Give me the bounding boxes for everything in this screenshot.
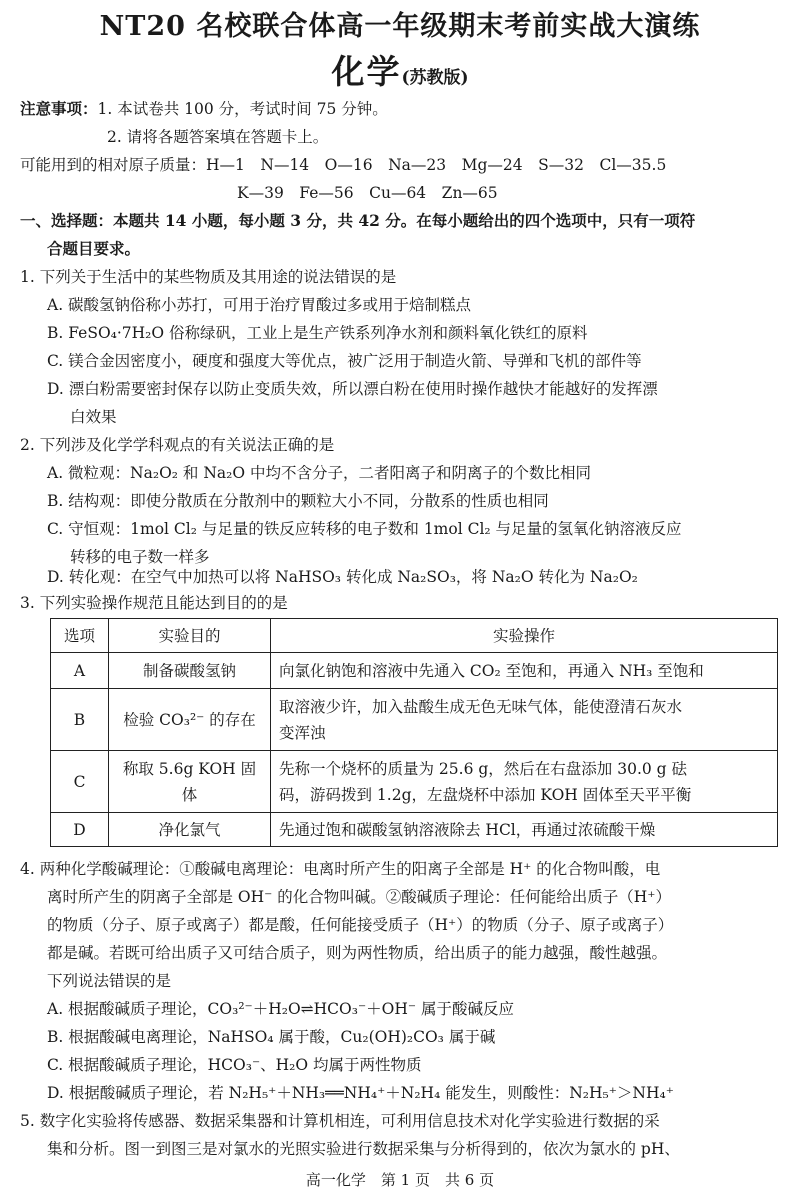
table-row [51, 751, 778, 813]
operation-line: 码，游码拨到 1.2g，左盘烧杯中添加 KOH 固体至天平平衡 [279, 785, 692, 804]
table-row [51, 813, 778, 847]
q2-option-a: A. 微粒观：Na₂O₂ 和 Na₂O 中均不含分子，二者阳离子和阴离子的个数比相同 [47, 464, 591, 482]
q4-option-c: C. 根据酸碱质子理论，HCO₃⁻、H₂O 均属于两性物质 [47, 1056, 422, 1074]
q5-stem-line-1: 5. 数字化实验将传感器、数据采集器和计算机相连，可利用信息技术对化学实验进行数据的采 [20, 1112, 660, 1130]
operation-line: 向氯化钠饱和溶液中先通入 CO₂ 至饱和，再通入 NH₃ 至饱和 [279, 661, 704, 680]
q4-stem-line-4: 都是碱。若既可给出质子又可结合质子，则为两性物质，给出质子的能力越强，酸性越强。 [47, 944, 668, 962]
table-cell-option: A [51, 653, 109, 689]
q2-option-c: C. 守恒观：1mol Cl₂ 与足量的铁反应转移的电子数和 1mol Cl₂ 与足量的氢氧化钠溶液反应 [47, 520, 682, 538]
q4-option-a: A. 根据酸碱质子理论，CO₃²⁻＋H₂O⇌HCO₃⁻＋OH⁻ 属于酸碱反应 [47, 1000, 514, 1018]
table-header-cell: 实验操作 [271, 619, 778, 653]
table-header-cell: 选项 [51, 619, 109, 653]
table-cell-option: D [51, 813, 109, 847]
table-cell-option: C [51, 751, 109, 813]
section-heading-line-2: 合题目要求。 [47, 239, 141, 258]
exam-title: NT20 名校联合体高一年级期末考前实战大演练 [99, 11, 701, 42]
operation-line: 先称一个烧杯的质量为 25.6 g，然后在右盘添加 30.0 g 砝 [279, 759, 688, 778]
table-cell-option: B [51, 689, 109, 751]
experiment-table [50, 618, 778, 847]
q4-option-d: D. 根据酸碱质子理论，若 N₂H₅⁺＋NH₃══NH₄⁺＋N₂H₄ 能发生，则酸性：N₂H₅⁺＞NH₄⁺ [47, 1084, 674, 1102]
operation-line: 先通过饱和碳酸氢钠溶液除去 HCl，再通过浓硫酸干燥 [279, 820, 656, 839]
table-row [51, 689, 778, 751]
subject-name: 化学 [331, 52, 402, 91]
q1-option-d-cont: 白效果 [70, 408, 117, 426]
page-footer: 高一化学 第 1 页 共 6 页 [305, 1171, 495, 1189]
table-cell-goal: 制备碳酸氢钠 [109, 653, 271, 689]
q4-stem-line-3: 的物质（分子、原子或离子）都是酸，任何能接受质子（H⁺）的物质（分子、原子或离子） [47, 916, 674, 934]
q4-stem-line-2: 离时所产生的阴离子全部是 OH⁻ 的化合物叫碱。②酸碱质子理论：任何能给出质子（H⁺） [47, 888, 671, 906]
table-cell-goal: 检验 CO₃²⁻ 的存在 [109, 689, 271, 751]
q2-stem: 2. 下列涉及化学学科观点的有关说法正确的是 [20, 436, 335, 454]
q3-stem: 3. 下列实验操作规范且能达到目的的是 [20, 594, 288, 612]
table-header-row [51, 619, 778, 653]
table-cell-operation [271, 653, 778, 689]
q4-stem-line-1: 4. 两种化学酸碱理论：①酸碱电离理论：电离时所产生的阳离子全部是 H⁺ 的化合物叫酸，电 [20, 860, 661, 878]
q1-option-c: C. 镁合金因密度小，硬度和强度大等优点，被广泛用于制造火箭、导弹和飞机的部件等 [47, 352, 642, 370]
q1-option-b: B. FeSO₄·7H₂O 俗称绿矾，工业上是生产铁系列净水剂和颜料氧化铁红的原料 [47, 324, 588, 342]
q1-option-d: D. 漂白粉需要密封保存以防止变质失效，所以漂白粉在使用时操作越快才能越好的发挥漂 [47, 380, 658, 398]
subject-heading [0, 52, 800, 98]
q2-option-b: B. 结构观：即使分散质在分散剂中的颗粒大小不同，分散系的性质也相同 [47, 492, 549, 510]
q2-option-d: D. 转化观：在空气中加热可以将 NaHSO₃ 转化成 Na₂SO₃，将 Na₂O 转化为 Na₂O₂ [47, 568, 638, 586]
notes-label: 注意事项： [20, 99, 98, 118]
q1-option-a: A. 碳酸氢钠俗称小苏打，可用于治疗胃酸过多或用于焙制糕点 [47, 296, 472, 314]
q4-stem-line-5: 下列说法错误的是 [47, 972, 172, 990]
atomic-mass-line-1: 可能用到的相对原子质量：H—1 N—14 O—16 Na—23 Mg—24 S—32 Cl—35.5 [20, 156, 667, 174]
notes-line-1 [20, 96, 388, 122]
section-heading-line-1: 一、选择题：本题共 14 小题，每小题 3 分，共 42 分。在每小题给出的四个选项中，只有一项符 [20, 211, 696, 230]
q4-option-b: B. 根据酸碱电离理论，NaHSO₄ 属于酸，Cu₂(OH)₂CO₃ 属于碱 [47, 1028, 496, 1046]
atomic-mass-line-2: K—39 Fe—56 Cu—64 Zn—65 [237, 184, 498, 202]
table-header-cell: 实验目的 [109, 619, 271, 653]
operation-line: 取溶液少许，加入盐酸生成无色无味气体，能使澄清石灰水 [279, 697, 683, 716]
table-cell-operation [271, 813, 778, 847]
table-row [51, 653, 778, 689]
notes-item-2: 2. 请将各题答案填在答题卡上。 [107, 128, 329, 146]
q5-stem-line-2: 集和分析。图一到图三是对氯水的光照实验进行数据采集与分析得到的，依次为氯水的 pH、 [47, 1140, 680, 1158]
table-cell-operation [271, 689, 778, 751]
notes-item-1: 1. 本试卷共 100 分，考试时间 75 分钟。 [97, 100, 388, 118]
operation-line: 变浑浊 [279, 723, 326, 742]
edition-label: (苏教版) [401, 68, 469, 88]
table-cell-goal: 净化氯气 [109, 813, 271, 847]
table-cell-operation [271, 751, 778, 813]
q1-stem: 1. 下列关于生活中的某些物质及其用途的说法错误的是 [20, 268, 397, 286]
q2-option-c-cont: 转移的电子数一样多 [70, 548, 210, 566]
table-cell-goal: 称取 5.6g KOH 固体 [109, 751, 271, 813]
